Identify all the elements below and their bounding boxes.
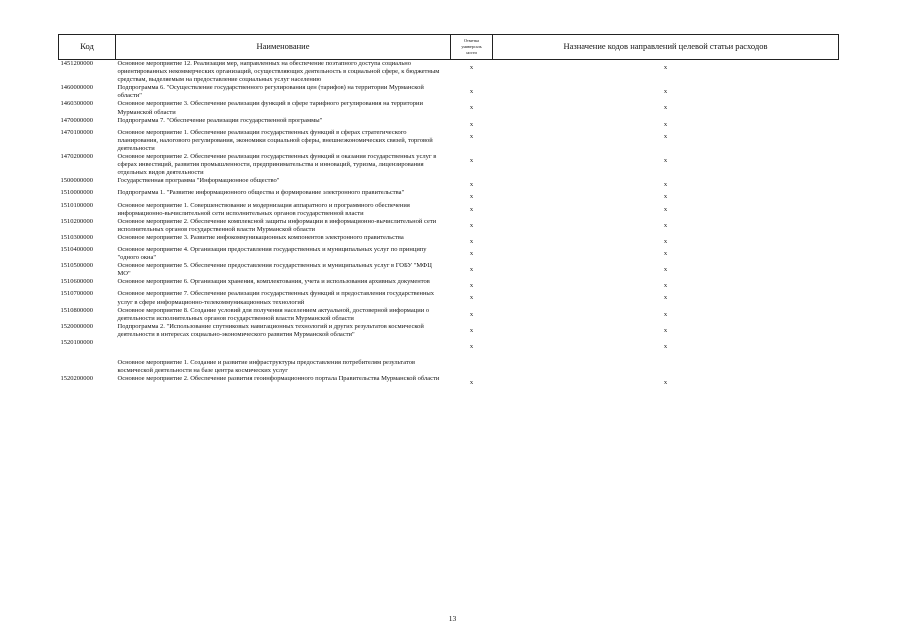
row-code: 1510600000 [60,278,93,286]
row-purpose-mark: x [663,249,668,257]
table-row [59,262,839,278]
table-row [59,290,839,306]
row-purpose-mark [493,359,839,375]
row-purpose-mark: x [663,120,668,128]
row-code: 1500000000 [60,177,93,185]
column-header-purpose: Назначение кодов направлений целевой статьи расходов [493,35,839,60]
table-row [59,339,839,359]
row-name: Основное мероприятие 4. Организация предоставления государственных и муниципальных услуг по принципу "одного окна" [117,245,427,262]
row-code: 1470100000 [60,128,93,136]
row-code: 1460300000 [60,100,93,108]
row-universality-mark: x [469,88,474,96]
row-name: Государственная программа "Информационное общество" [117,177,280,185]
row-code: 1510300000 [60,233,93,241]
univ-header-line: Отметка [463,38,480,44]
table-row [59,359,839,375]
table-header-row [59,35,839,60]
row-code: 1510100000 [60,201,93,209]
row-code [59,359,116,375]
row-code: 1520200000 [60,375,93,383]
row-purpose-mark: x [663,266,668,274]
row-universality-mark: x [469,326,474,334]
row-purpose-mark: x [663,310,668,318]
row-code: 1510200000 [60,217,93,225]
row-universality-mark: x [469,205,474,213]
row-name: Основное мероприятие 3. Обеспечение реализации функций в сфере тарифного регулирования на территории Мурманской области [117,100,423,116]
row-name: Основное мероприятие 6. Организация хранения, комплектования, учета и использования архивных документов [117,278,430,286]
row-universality-mark: x [469,104,474,112]
row-code: 1520000000 [60,322,93,330]
row-universality-mark: x [469,310,474,318]
row-universality-mark: x [469,157,474,165]
row-code: 1510000000 [60,189,93,197]
row-universality-mark: x [469,294,474,302]
row-purpose-mark: x [663,343,668,350]
row-name: Подпрограмма 6. "Осуществление государственного регулирования цен (тарифов) на территории Мурманской области" [117,84,424,100]
row-name: Основное мероприятие 1. Совершенствование и модернизация аппаратного и программного обеспечения информационно-вычислительной сети исполнительных органов государственной власти [117,201,410,217]
row-name: Подпрограмма 1. "Развитие информационного общества и формирование электронного правительства" [117,189,405,197]
row-purpose-mark: x [663,282,668,290]
row-code: 1451200000 [60,60,93,67]
row-universality-mark: x [469,379,474,387]
table-row [59,129,839,153]
table-row [59,117,839,129]
table-row [59,375,839,387]
row-purpose-mark: x [663,104,668,112]
table-row [59,202,839,218]
row-name: Основное мероприятие 1. Обеспечение реализации государственных функций в сферах стратегического планирования, налогового регулирования, экономики социальной сферы, внешнеэкономических связей, торговой деятельности [117,128,433,152]
row-code: 1510800000 [60,306,93,314]
page-number: 13 [448,614,457,623]
row-name: Основное мероприятие 1. Создание и развитие инфраструктуры предоставления потребителям результатов космической деятельности на базе центра космических услуг [117,359,416,375]
row-code: 1510400000 [60,245,93,253]
table-row [59,100,839,116]
column-header-universality [451,35,493,60]
row-universality-mark: x [469,132,474,140]
univ-header-line: универсаль [461,44,482,50]
univ-header-line: ности [466,49,477,55]
row-name: Основное мероприятие 12. Реализация мер, направленных на обеспечение поэтапного доступа социально ориентированных некоммерческих организаций, осуществляющих деятельность в социальной сфере, к бюджетным средствам, выделяемым на предоставление социальных услуг населению [117,60,440,84]
row-code: 1510700000 [60,290,93,298]
row-purpose-mark: x [663,237,668,245]
row-code: 1510500000 [60,262,93,270]
row-universality-mark: x [469,221,474,229]
table-body [59,60,839,388]
table-row [59,84,839,100]
table-row [59,60,839,85]
row-purpose-mark: x [663,64,668,71]
row-name: Основное мероприятие 8. Создание условий для получения населением актуальной, достоверной информации о деятельности исполнительных органов государственной власти Мурманской области [117,306,430,322]
expense-codes-table [58,34,839,387]
row-universality-mark [451,359,493,375]
row-name: Основное мероприятие 2. Обеспечение развития геоинформационного портала Правительства Мурманской области [117,375,440,383]
row-purpose-mark: x [663,294,668,302]
row-universality-mark: x [469,181,474,189]
row-name: Подпрограмма 2. "Использование спутниковых навигационных технологий и других результатов космической деятельности в интересах социально-экономического развития Мурманской области" [117,322,424,338]
row-purpose-mark: x [663,326,668,334]
row-universality-mark: x [469,64,474,71]
row-purpose-mark: x [663,181,668,189]
row-universality-mark: x [469,343,474,350]
row-name: Основное мероприятие 5. Обеспечение предоставления государственных и муниципальных услуг в ГОБУ "МФЦ МО" [117,262,432,278]
row-name [116,339,451,359]
row-code: 1470200000 [60,153,93,161]
row-purpose-mark: x [663,205,668,213]
row-name: Основное мероприятие 3. Развитие инфокоммуникационных компонентов электронного правительства [117,233,404,241]
row-universality-mark: x [469,120,474,128]
row-name: Подпрограмма 7. "Обеспечение реализации государственной программы" [117,116,323,124]
row-purpose-mark: x [663,379,668,387]
row-name: Основное мероприятие 7. Обеспечение реализации государственных функций и предоставления государственных услуг в сфере информационно-телекоммуникационных технологий [117,290,435,306]
row-code: 1460000000 [60,84,93,92]
table-row [59,307,839,323]
row-purpose-mark: x [663,193,668,201]
table-row [59,177,839,189]
table-row [59,246,839,262]
table-row [59,218,839,234]
column-header-code: Код [59,35,116,60]
row-purpose-mark: x [663,157,668,165]
table-row [59,153,839,177]
row-universality-mark: x [469,266,474,274]
row-code: 1470000000 [60,116,93,124]
table-row [59,323,839,339]
row-name: Основное мероприятие 2. Обеспечение комплексной защиты информации в информационно-вычислительной сети исполнительных органов государственной власти Мурманской области [117,217,437,233]
row-purpose-mark: x [663,221,668,229]
row-universality-mark: x [469,249,474,257]
column-header-name: Наименование [116,35,451,60]
table-row [59,278,839,290]
row-universality-mark: x [469,282,474,290]
row-name: Основное мероприятие 2. Обеспечение реализации государственных функций и оказания государственных услуг в сферах инвестиций, развития промышленности, предпринимательства и инноваций, туризма, лицензирования отдельных видов деятельности [117,153,437,177]
row-code: 1520100000 [60,339,93,346]
row-universality-mark: x [469,237,474,245]
row-purpose-mark: x [663,132,668,140]
table-row [59,234,839,246]
table-row [59,189,839,201]
row-universality-mark: x [469,193,474,201]
row-purpose-mark: x [663,88,668,96]
